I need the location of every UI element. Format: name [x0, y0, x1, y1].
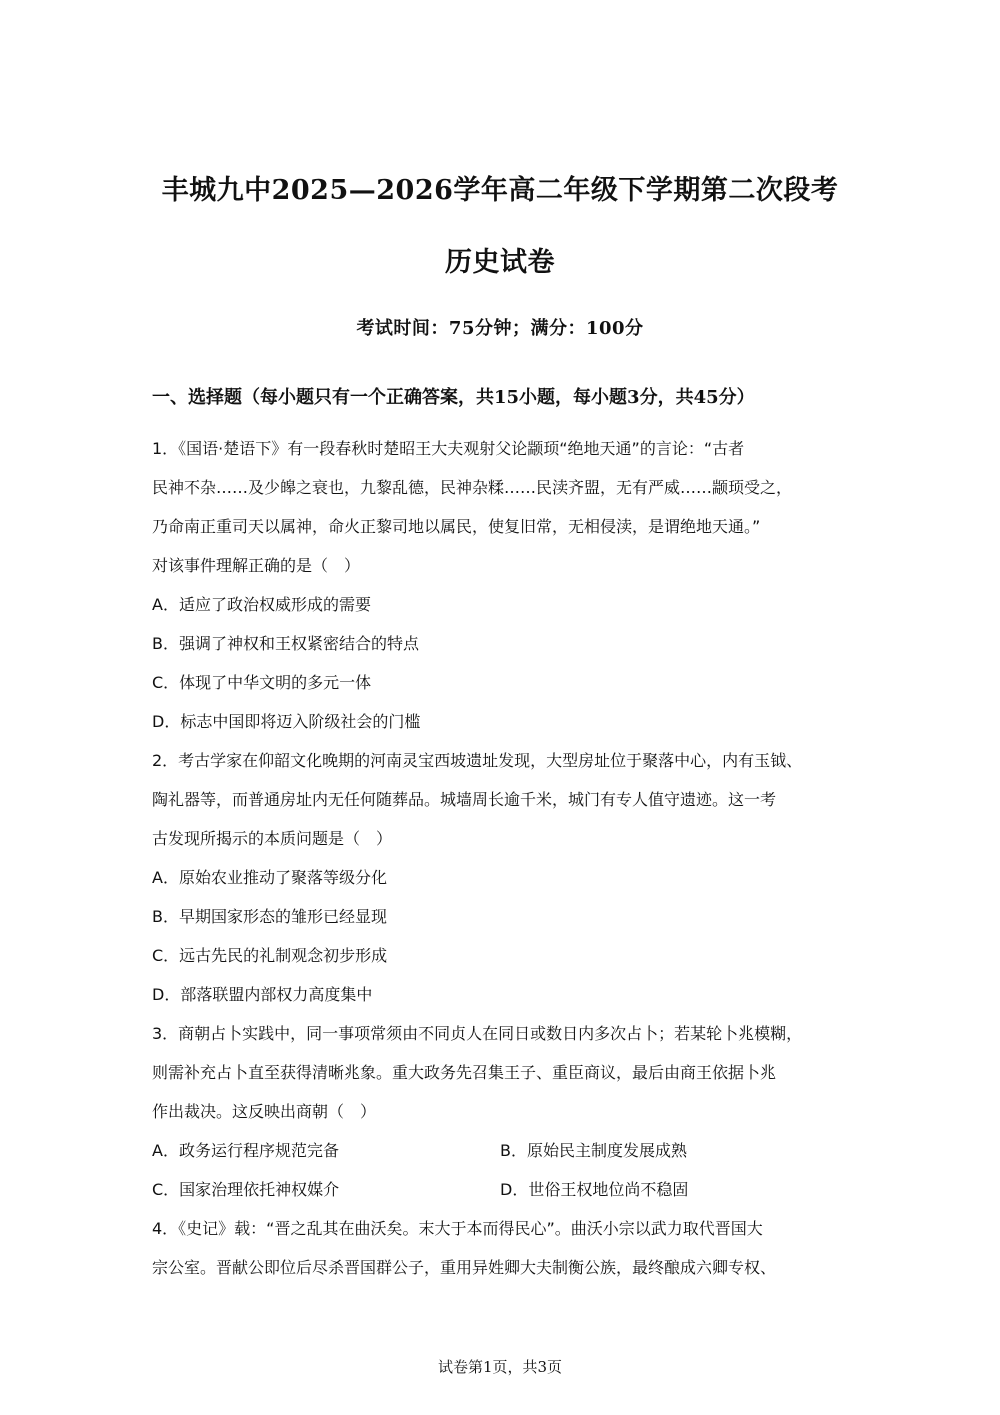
option-c: C．远古先民的礼制观念初步形成: [152, 946, 388, 965]
subject-title: 历史试卷: [445, 247, 555, 278]
question-text-line: 陶礼器等，而普通房址内无任何随葬品。城墙周长逾千米，城门有专人值守遗迹。这一考: [152, 790, 777, 809]
option-b: B．早期国家形态的雏形已经显现: [152, 907, 387, 926]
question-list: [152, 432, 872, 1290]
section-heading: 一、选择题（每小题只有一个正确答案，共15小题，每小题3分，共45分）: [152, 387, 755, 408]
option-c: C．国家治理依托神权媒介: [152, 1180, 340, 1199]
option-d: D．标志中国即将迈入阶级社会的门槛: [152, 712, 421, 731]
exam-info: 考试时间：75分钟；满分：100分: [356, 318, 644, 339]
option-b: B．原始民主制度发展成熟: [500, 1141, 687, 1160]
question-text-line: 1．《国语·楚语下》有一段春秋时楚昭王大夫观射父论颛顼“绝地天通”的言论：“古者: [152, 439, 745, 458]
question-text-line: 古发现所揭示的本质问题是（ ）: [152, 829, 393, 848]
question-text-line: 作出裁决。这反映出商朝（ ）: [152, 1102, 377, 1121]
options-row: [152, 1173, 872, 1212]
question-text-line: 对该事件理解正确的是（ ）: [152, 556, 361, 575]
question-text-line: 4．《史记》载：“晋之乱其在曲沃矣。末大于本而得民心”。曲沃小宗以武力取代晋国大: [152, 1219, 763, 1238]
question-text-line: 2．考古学家在仰韶文化晚期的河南灵宝西坡遗址发现，大型房址位于聚落中心，内有玉钺、: [152, 751, 803, 770]
option-b: B．强调了神权和王权紧密结合的特点: [152, 634, 419, 653]
option-d: D．世俗王权地位尚不稳固: [500, 1180, 689, 1199]
option-a: A．适应了政治权威形成的需要: [152, 595, 371, 614]
page-footer: 试卷第1页，共3页: [437, 1358, 563, 1376]
option-d: D．部落联盟内部权力高度集中: [152, 985, 373, 1004]
question-3: [152, 1017, 872, 1212]
exam-title: 丰城九中2025—2026学年高二年级下学期第二次段考: [161, 175, 839, 206]
question-1: [152, 432, 872, 744]
question-text-line: 则需补充占卜直至获得清晰兆象。重大政务先召集王子、重臣商议，最后由商王依据卜兆: [152, 1063, 777, 1082]
option-a: A．政务运行程序规范完备: [152, 1141, 339, 1160]
question-text-line: 3．商朝占卜实践中，同一事项常须由不同贞人在同日或数日内多次占卜；若某轮卜兆模糊，: [152, 1024, 803, 1043]
question-2: [152, 744, 872, 1017]
option-c: C．体现了中华文明的多元一体: [152, 673, 372, 692]
question-text-line: 乃命南正重司天以属神，命火正黎司地以属民，使复旧常，无相侵渎，是谓绝地天通。”: [152, 517, 761, 536]
option-a: A．原始农业推动了聚落等级分化: [152, 868, 387, 887]
question-text-line: 民神不杂……及少皞之衰也，九黎乱德，民神杂糅……民渎齐盟，无有严威……颛顼受之，: [152, 478, 793, 497]
question-text-line: 宗公室。晋献公即位后尽杀晋国群公子，重用异姓卿大夫制衡公族，最终酿成六卿专权、: [152, 1258, 777, 1277]
options-row: [152, 1134, 872, 1173]
question-4: [152, 1212, 872, 1290]
